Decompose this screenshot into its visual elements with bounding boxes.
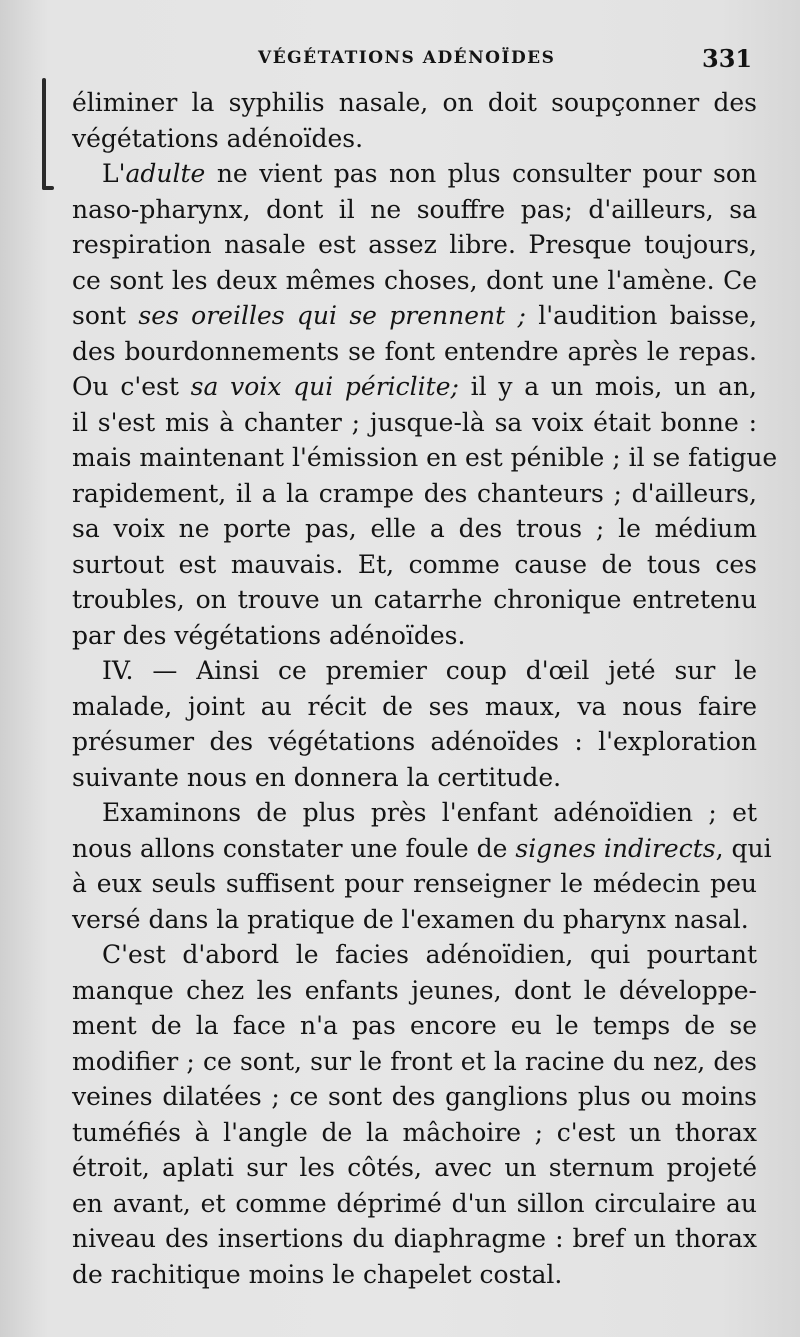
text-run: étroit, aplati sur les côtés, avec un sternum projeté <box>72 1153 757 1182</box>
text-run: IV. — Ainsi ce premier coup d'œil jeté sur le <box>102 656 757 685</box>
paragraph <box>72 795 772 937</box>
text-run: modifier ; ce sont, sur le front et la racine du nez, des <box>72 1046 757 1076</box>
text-run: Examinons de plus près l'enfant adénoïdien ; et <box>102 798 757 827</box>
text-run: niveau des insertions du diaphragme : bref un thorax <box>72 1224 757 1253</box>
text-line <box>72 1044 757 1080</box>
page-header <box>0 44 800 78</box>
text-line <box>72 937 757 973</box>
text-line <box>72 1257 757 1293</box>
text-line <box>72 582 757 618</box>
text-line <box>72 689 757 725</box>
text-line <box>72 902 757 938</box>
text-run: tuméfiés à l'angle de la mâchoire ; c'est un thorax <box>72 1117 757 1147</box>
text-line <box>72 724 757 760</box>
text-run: surtout est mauvais. Et, comme cause de tous ces <box>72 549 757 579</box>
text-run: il s'est mis à chanter ; jusque-là sa voix était bonne : <box>72 407 757 437</box>
text-line <box>72 192 757 228</box>
text-line <box>72 476 757 512</box>
paragraph <box>72 937 757 1292</box>
text-line <box>72 263 757 299</box>
text-run: rapidement, il a la crampe des chanteurs ; d'ailleurs, <box>72 478 757 508</box>
text-line <box>72 866 757 902</box>
text-run: C'est d'abord le facies adénoïdien, qui pourtant <box>102 940 757 969</box>
text-line <box>72 369 757 405</box>
text-run: ce sont les deux mêmes choses, dont une l'amène. Ce <box>72 265 757 295</box>
text-run: il y a un mois, un an, <box>458 372 757 401</box>
text-line <box>72 156 757 192</box>
text-line <box>72 1008 757 1044</box>
text-run: mais maintenant l'émission en est pénible ; il se fatigue <box>72 443 778 472</box>
text-run: nous allons constater une foule de <box>72 833 516 863</box>
text-line <box>72 795 757 831</box>
text-run: Ou c'est <box>72 372 191 401</box>
text-run: versé dans la pratique de l'examen du pharynx nasal. <box>72 904 749 934</box>
paragraph <box>72 156 778 653</box>
text-line <box>72 298 757 334</box>
text-run: par des végétations adénoïdes. <box>72 620 466 650</box>
text-line <box>72 440 778 476</box>
text-run: suivante nous en donnera la certitude. <box>72 762 562 792</box>
text-line <box>72 831 772 867</box>
text-line <box>72 405 757 441</box>
text-line <box>72 334 757 370</box>
text-run: sont <box>72 301 139 330</box>
text-run: ne vient pas non plus consulter pour son <box>205 159 757 188</box>
text-run: sa voix ne porte pas, elle a des trous ; le médium <box>72 514 757 543</box>
text-run: présumer des végétations adénoïdes : l'exploration <box>72 727 757 756</box>
text-line <box>72 121 757 157</box>
text-run: , qui <box>715 833 772 863</box>
text-line <box>72 760 757 796</box>
text-run: à eux seuls suffisent pour renseigner le médecin peu <box>72 869 757 898</box>
text-run: des bourdonnements se font entendre après le repas. <box>72 336 757 366</box>
text-run: l'audition baisse, <box>525 301 758 330</box>
text-run: veines dilatées ; ce sont des ganglions plus ou moins <box>72 1082 757 1111</box>
text-run: manque chez les enfants jeunes, dont le développe- <box>72 975 757 1005</box>
italic-text: sa voix qui périclite; <box>190 372 459 401</box>
text-line <box>72 227 757 263</box>
text-line <box>72 511 757 547</box>
text-run: de rachitique moins le chapelet costal. <box>72 1259 563 1289</box>
text-line <box>72 1221 757 1257</box>
italic-text: ses oreilles qui se prennent ; <box>138 301 526 330</box>
text-line <box>72 1186 757 1222</box>
margin-bracket-mark <box>42 78 46 190</box>
text-run: troubles, on trouve un catarrhe chronique entretenu <box>72 585 757 614</box>
text-run: respiration nasale est assez libre. Presque toujours, <box>72 230 757 259</box>
text-line <box>72 1115 757 1151</box>
text-line <box>72 547 757 583</box>
margin-bracket-hook <box>42 186 54 190</box>
text-run: en avant, et comme déprimé d'un sillon circulaire au <box>72 1188 757 1218</box>
text-line <box>72 618 757 654</box>
paragraph <box>72 85 757 156</box>
text-run: éliminer la syphilis nasale, on doit soupçonner des <box>72 88 757 117</box>
paragraph <box>72 653 757 795</box>
text-line <box>72 1079 757 1115</box>
text-line <box>72 973 757 1009</box>
text-run: ment de la face n'a pas encore eu le temps de se <box>72 1011 757 1040</box>
running-title: VÉGÉTATIONS ADÉNOÏDES <box>258 48 556 68</box>
text-run: malade, joint au récit de ses maux, va nous faire <box>72 691 757 721</box>
italic-text: adulte <box>125 159 206 188</box>
italic-text: signes indirects <box>515 833 716 863</box>
text-line <box>72 653 757 689</box>
text-run: végétations adénoïdes. <box>72 123 364 153</box>
text-line <box>72 1150 757 1186</box>
text-run: naso-pharynx, dont il ne souffre pas; d'ailleurs, sa <box>72 194 757 224</box>
page-number: 331 <box>702 44 753 73</box>
body-text <box>72 85 778 1292</box>
text-line <box>72 85 757 121</box>
text-run: L' <box>102 159 126 188</box>
